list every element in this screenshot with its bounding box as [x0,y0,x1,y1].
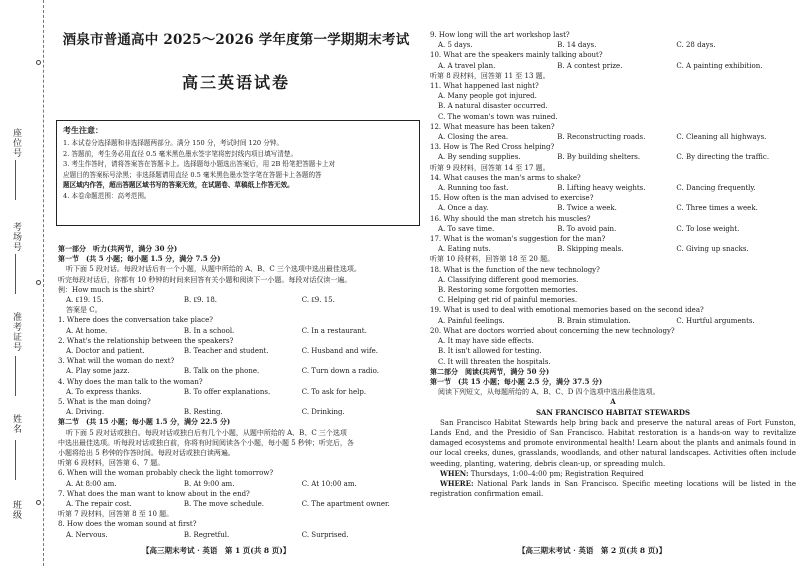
answer-option: C. A painting exhibition. [676,61,763,70]
class-label: 班级 [11,500,21,520]
section-heading: 第一节 (共 5 小题；每小题 1.5 分，满分 7.5 分) [58,254,221,264]
question-text: 14. What causes the man's arms to shake? [430,173,581,182]
passage-when [430,469,796,479]
binding-hole [36,280,41,285]
answer-options [430,152,796,162]
answer-options [58,295,420,305]
reading-passage-a [430,418,796,469]
answer-option: B. Regretful. [183,530,230,539]
answer-option: A. At home. [66,326,108,335]
question-text: 听完每段对话后，你都有 10 秒钟的时间来回答有关小题和阅读下一小题。每段对话仅读一遍。 [58,275,352,284]
when-label: WHEN: [440,468,469,478]
answer-options [430,61,796,71]
question-text: 10. What are the speakers mainly talking about? [430,51,603,60]
answer-option: B. In a school. [183,326,235,335]
answer-options [430,224,796,234]
answer-option: C. At 10:00 am. [301,479,357,488]
when-text: Thursdays, 1:00–4:00 pm; Registration Required [468,469,644,478]
instruction-text: 听下面 5 段对话或独白。每段对话或独白后有几个小题，从题中所给的 A、B、C 三个选项 [66,428,347,437]
exam-notice [56,120,420,226]
answer-options [58,499,420,509]
page-footer-right: 【高三期末考试 · 英语 第 2 页(共 8 页)】 [518,546,667,555]
answer-option: C. Dancing frequently. [676,184,756,193]
page-one [50,0,422,566]
notice-heading: 考生注意： [63,125,103,135]
answer-options [58,326,420,336]
question-text: 听第 9 段材料，回答第 14 至 17 题。 [430,163,550,172]
section-heading: 第二节 (共 15 小题；每小题 1.5 分，满分 22.5 分) [58,417,231,427]
page-footer-left: 【高三期末考试 · 英语 第 1 页(共 8 页)】 [142,546,291,555]
answer-option: B. Talk on the phone. [183,367,260,376]
paper-title: 高三英语试卷 [181,73,290,92]
question-text: 15. How often is the man advised to exercise? [430,194,594,203]
question-text: 13. How is The Red Cross helping? [430,143,555,152]
name-line [15,440,16,480]
answer-option: C. To ask for help. [301,387,367,396]
answer-option: B. ₤9. 18. [183,296,218,305]
answer-options [58,387,420,397]
answer-option: C. Three times a week. [676,204,758,213]
notice-item: 4. 本卷命题范围：高考范围。 [63,191,151,200]
passage-heading: SAN FRANCISCO HABITAT STEWARDS [535,407,691,417]
instruction-text: 阅读下列短文，从每题所给的 A、B、C、D 四个选项中选出最佳选项。 [438,388,660,397]
binding-margin [0,0,44,566]
answer-options [430,203,796,213]
answer-option: C. Turn down a radio. [301,367,379,376]
question-text: 11. What happened last night? [430,82,539,91]
where-text: National Park lands in San Francisco. Specific meeting locations will be listed in the registration confirmation email. [430,479,796,499]
answer-option: A. Nervous. [66,530,108,539]
notice-item: 应题目的答案标号涂黑；非选择题请用直径 0.5 毫米黑色墨水签字笔在答题卡上各题的答 [63,170,322,179]
question-text: 8. How does the woman sound at first? [58,520,197,529]
passage-heading: A [610,397,616,407]
question-text: 9. How long will the art workshop last? [430,31,570,39]
passage-paragraph: San Francisco Habitat Stewards help bring back and preserve the natural areas of Fort Funston, Lands End, and the Presidio of San Francisco. Habitat restoration is a hands-on way to revitalize damaged ecosystems and promote environmental health! Learn about the plants and animals found in our local creeks, dunes, grasslands, woodlands, and other natural landscapes. Activities often include weeding, planting, watering, debris clean-up, or spreading mulch. [430,418,796,468]
room-number-line [15,254,16,294]
question-text: 6. When will the woman probably check the light tomorrow? [58,469,274,478]
answer-option: B. Lifting heavy weights. [557,184,646,193]
question-text: 听第 10 段材料，回答第 18 至 20 题。 [430,255,555,264]
answer-option: A. Running too fast. [438,184,509,193]
answer-option: A. To express thanks. [66,387,142,396]
admission-number-label: 准考证号 [11,312,21,352]
question-text: 例：How much is the shirt? [58,285,155,294]
answer-option: B. It isn't allowed for testing. [438,347,542,356]
answer-options [58,407,420,417]
answer-options [430,132,796,142]
question-text: 16. Why should the man stretch his muscles? [430,214,591,223]
answer-option: C. In a restaurant. [301,326,367,335]
instruction-text: 听下面 5 段对话。每段对话后有一个小题，从题中所给的 A、B、C 三个选项中选出最佳选项。 [66,265,361,274]
notice-item: 3. 考生作答时，请将答案答在答题卡上。选择题每小题选出答案后，用 2B 铅笔把答题卡上对 [63,160,336,168]
passage-where [430,479,796,499]
answer-option: B. To avoid pain. [557,224,617,233]
answer-option: A. Painful feelings. [438,316,505,325]
admission-number-line [15,356,16,396]
name-label: 姓名 [11,414,21,434]
binding-hole [36,60,41,65]
answer-option: C. Hurtful arguments. [676,316,755,325]
answer-options [430,183,796,193]
seat-number-label: 座位号 [11,128,21,158]
answer-option: A. Classifying different good memories. [438,275,579,284]
answer-option: A. The repair cost. [66,500,132,509]
notice-item: 题区域内作答，超出答题区域书写的答案无效，在试题卷、草稿纸上作答无效。 [63,181,294,189]
answer-option: C. Cleaning all highways. [676,133,767,142]
instruction-text: 答案是 C。 [66,306,102,315]
question-text: 18. What is the function of the new technology? [430,265,600,274]
answer-option: B. Brain stimulation. [557,316,631,325]
question-text: 20. What are doctors worried about concerning the new technology? [430,326,675,335]
answer-options [430,244,796,254]
answer-option: A. Many people got injured. [438,92,537,101]
question-text: 中选出最佳选项。听每段对话或独白前，你将有时间阅读各个小题，每小题 5 秒钟；听完后，各 [58,438,354,447]
answer-options [58,530,420,540]
room-number-label: 考场号 [11,222,21,252]
answer-option: C. ₤9. 15. [301,296,335,305]
answer-option: A. A travel plan. [438,61,496,70]
answer-option: B. The move schedule. [183,500,264,509]
answer-option: B. By building shelters. [557,153,641,162]
question-text: 小题将给出 5 秒钟的作答时间。每段对话或独白读两遍。 [58,449,235,458]
answer-option: C. To lose weight. [676,224,740,233]
answer-option: B. Reconstructing roads. [557,133,646,142]
question-text: 听第 7 段材料，回答第 8 至 10 题。 [58,510,174,519]
answer-options [58,346,420,356]
answer-option: A. Play some jazz. [66,367,130,376]
answer-option: B. At 9:00 am. [183,479,235,488]
binding-hole [36,500,41,505]
answer-option: C. Helping get rid of painful memories. [438,296,578,305]
answer-option: A. Once a day. [438,204,489,213]
question-text: 听第 6 段材料，回答第 6、7 题。 [58,459,165,468]
answer-option: A. By sending supplies. [438,153,521,162]
section-heading: 第一节 (共 15 小题；每小题 2.5 分，满分 37.5 分) [430,376,603,386]
answer-option: B. Resting. [183,408,223,417]
listening-continued [430,30,796,418]
question-text: 2. What's the relationship between the speakers? [58,336,234,345]
questions-continued [430,30,796,499]
answer-option: C. The apartment owner. [301,500,390,509]
answer-option: C. Husband and wife. [301,347,378,356]
answer-option: B. 14 days. [557,41,597,50]
where-label: WHERE: [440,478,474,488]
answer-options [430,316,796,326]
answer-option: B. Teacher and student. [183,347,269,356]
answer-option: B. Skipping meals. [557,245,624,254]
exam-title: 酒泉市普通高中 2025～2026 学年度第一学期期末考试 [62,32,410,48]
answer-option: A. To save time. [438,224,495,233]
question-text: 听第 8 段材料，回答第 11 至 13 题。 [430,71,550,80]
answer-options [430,40,796,50]
answer-options [58,479,420,489]
answer-option: A. Driving. [66,408,105,417]
question-text: 12. What measure has been taken? [430,122,555,131]
question-text: 4. Why does the man talk to the woman? [58,377,203,386]
answer-option: B. Restoring some forgotten memories. [438,286,578,295]
answer-option: C. It will threaten the hospitals. [438,357,551,366]
answer-option: C. 28 days. [676,41,716,50]
answer-option: A. At 8:00 am. [66,479,117,488]
answer-option: C. The woman's town was ruined. [438,112,558,121]
question-text: 19. What is used to deal with emotional memories based on the second idea? [430,306,704,315]
notice-item: 1. 本试卷分选择题和非选择题两部分。满分 150 分，考试时间 120 分钟。 [63,139,283,147]
answer-option: B. To offer explanations. [183,387,271,396]
answer-option: A. 5 days. [438,41,473,50]
answer-option: B. A natural disaster occurred. [438,102,548,111]
question-text: 5. What is the man doing? [58,398,151,407]
page-two [430,0,798,566]
answer-option: B. A contest prize. [557,61,623,70]
notice-item: 2. 答题前，考生务必用直径 0.5 毫米黑色墨水签字笔将密封线内项目填写清楚。 [63,149,298,158]
answer-option: A. It may have side effects. [438,337,534,346]
answer-options [58,366,420,376]
question-text: 3. What will the woman do next? [58,357,175,366]
question-text: 1. Where does the conversation take place? [58,316,213,325]
answer-option: C. Giving up snacks. [676,245,749,254]
answer-option: B. Twice a week. [557,204,617,213]
answer-option: A. Doctor and patient. [66,347,145,356]
listening-section [58,244,420,540]
answer-option: A. ₤19. 15. [66,296,104,305]
answer-option: A. Closing the area. [438,133,509,142]
answer-option: C. Drinking. [301,408,345,417]
section-heading: 第二部分 阅读(共两节，满分 50 分) [430,366,550,376]
section-heading: 第一部分 听力(共两节，满分 30 分) [58,244,178,253]
answer-option: A. Eating nuts. [438,245,491,254]
answer-option: C. By directing the traffic. [676,153,770,162]
answer-option: C. Surprised. [301,530,349,539]
question-text: 7. What does the man want to know about in the end? [58,489,250,498]
question-text: 17. What is the woman's suggestion for the man? [430,235,606,244]
seat-number-line [15,160,16,200]
